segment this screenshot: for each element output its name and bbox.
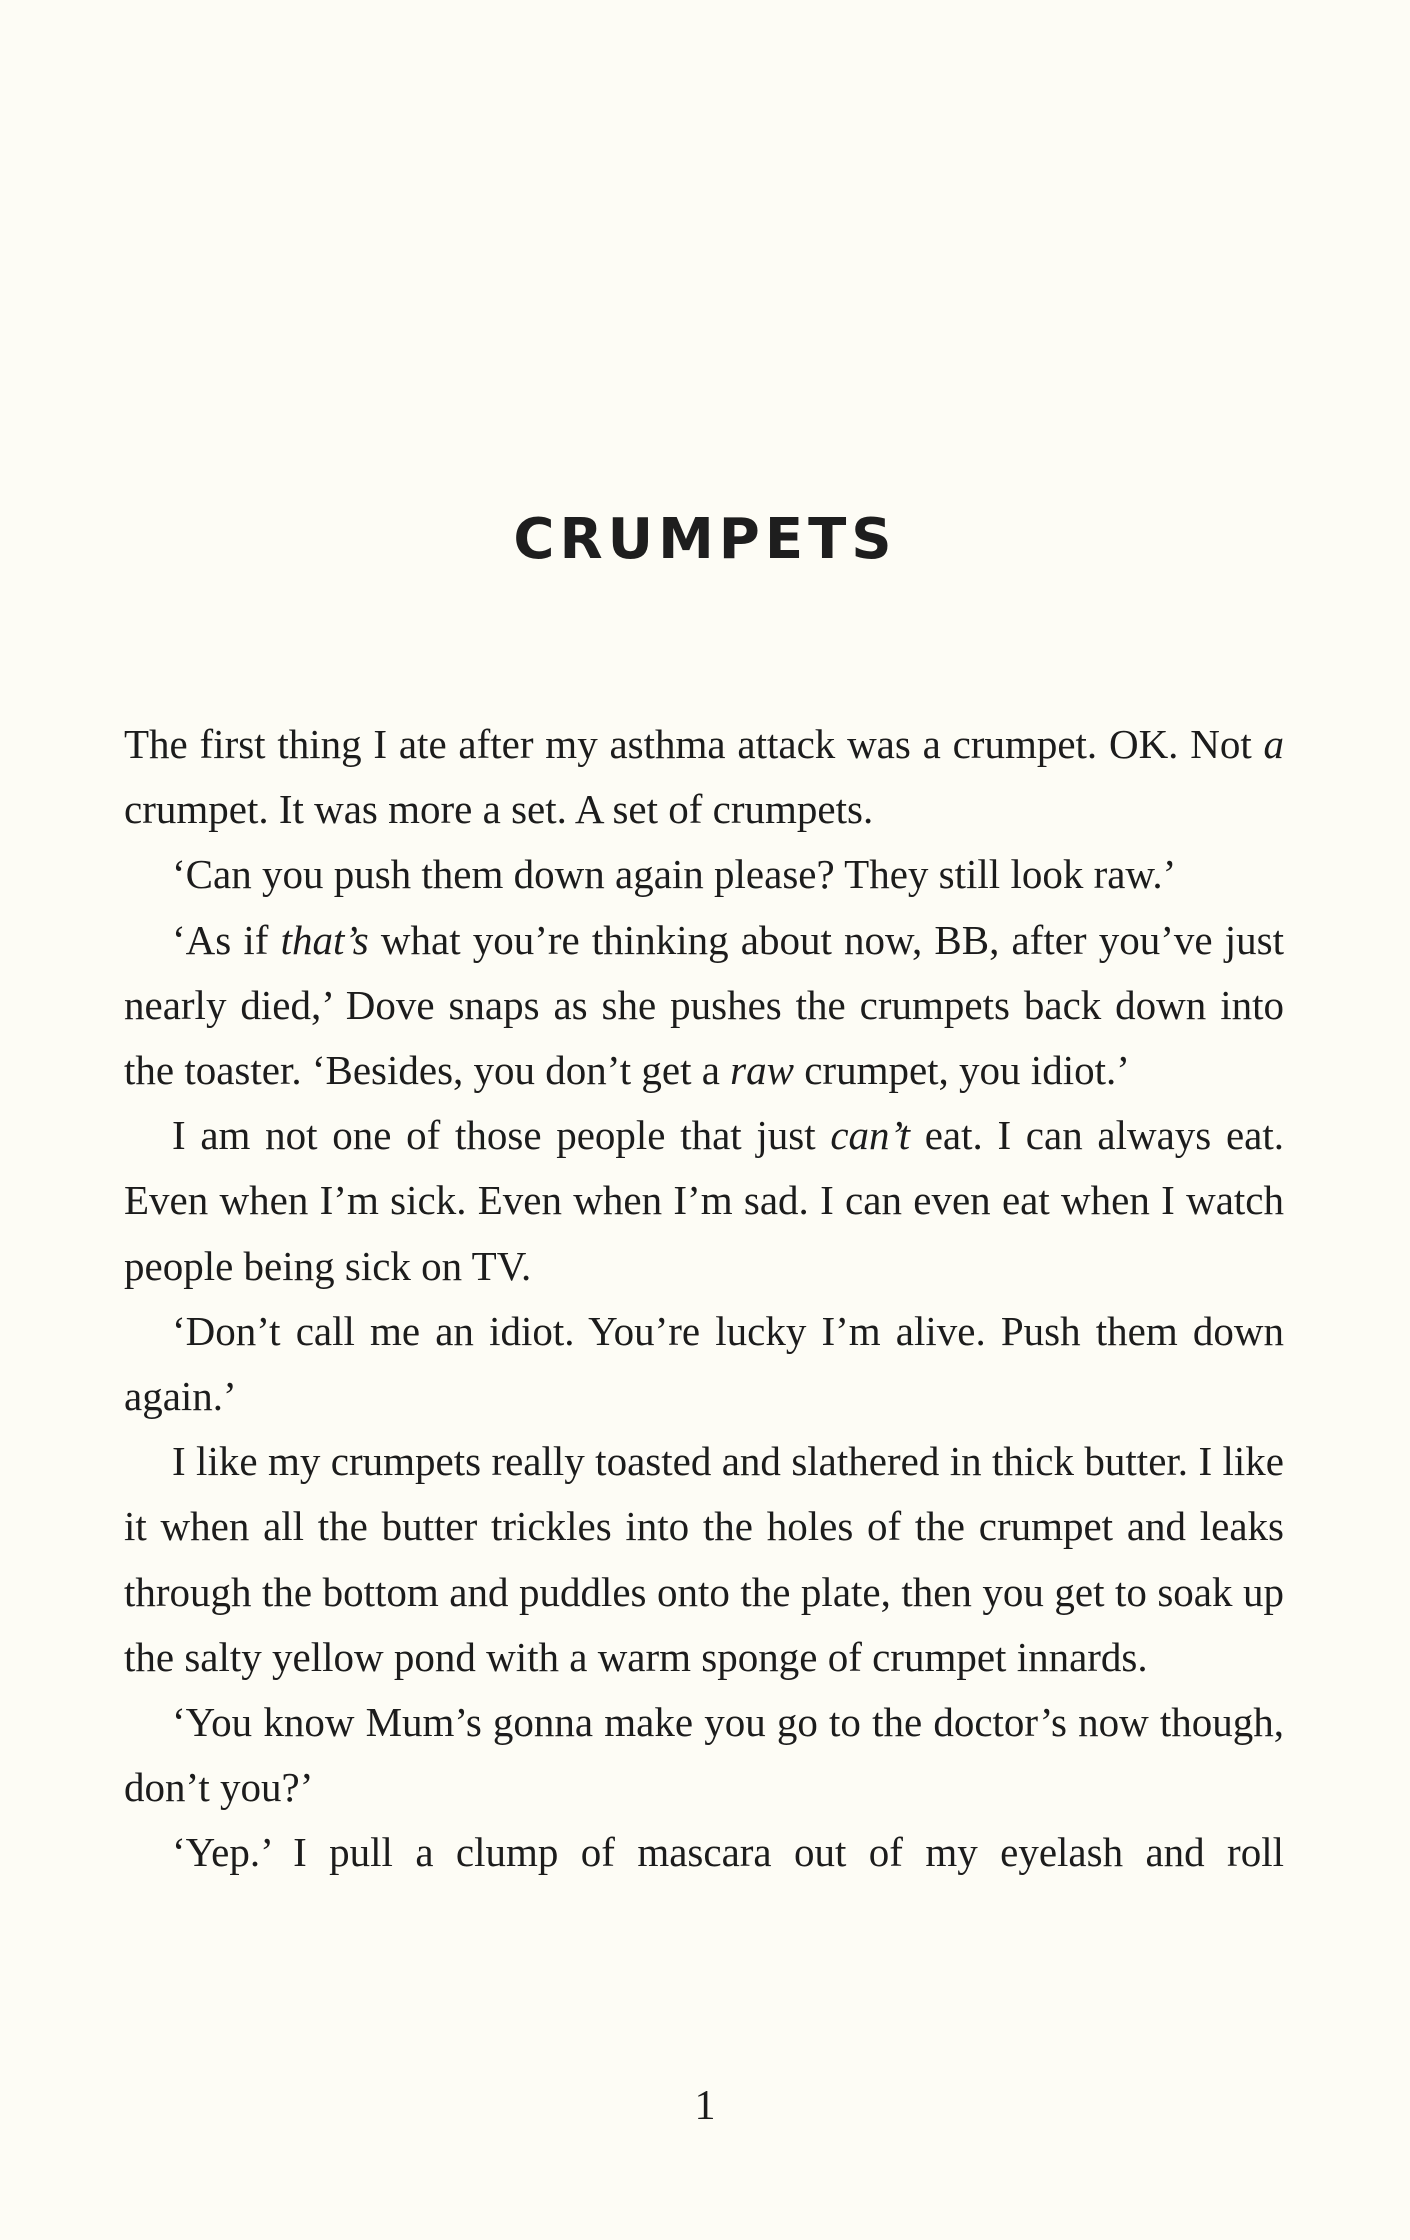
text-run: ‘Can you push them down again please? They still look raw.’ — [172, 851, 1177, 898]
text-run: eat. I can always eat. Even when I’m sick. Even when I’m sad. I can even eat when I watch people being sick on TV. — [124, 1112, 1284, 1289]
text-run: ‘Don’t call me an idiot. You’re lucky I’m alive. Push them down again.’ — [124, 1307, 1284, 1420]
italic-emphasis: raw — [730, 1047, 794, 1094]
italic-emphasis: can’t — [830, 1112, 911, 1159]
text-run: crumpet, you idiot.’ — [793, 1047, 1130, 1094]
paragraph-5 — [124, 1299, 1284, 1429]
text-run: what you’re thinking about now, BB, after you’ve just nearly died,’ Dove snaps as she pushes the crumpets back down into the toaster. ‘Besides, you don’t get a — [124, 916, 1285, 1094]
paragraph-1 — [124, 712, 1284, 842]
italic-emphasis: a — [1263, 721, 1284, 767]
text-run: I like my crumpets really toasted and slathered in thick butter. I like it when all the butter trickles into the holes of the crumpet and leaks through the bottom and puddles onto the plate, then you get to soak up the salty yellow pond with a warm sponge of crumpet innards. — [124, 1438, 1284, 1680]
paragraph-7 — [124, 1690, 1284, 1820]
paragraph-6 — [124, 1429, 1284, 1690]
text-run: ‘You know Mum’s gonna make you go to the doctor’s now though, don’t you?’ — [124, 1699, 1284, 1811]
text-run: I am not one of those people that just — [172, 1112, 831, 1159]
paragraph-3 — [124, 908, 1284, 1104]
text-run: ‘Yep.’ I pull a clump of mascara out of my eyelash and roll — [172, 1829, 1284, 1876]
text-run: ‘As if — [172, 916, 281, 963]
chapter-title: CRUMPETS — [513, 507, 897, 572]
paragraph-2 — [124, 842, 1284, 907]
text-run: The first thing I ate after my asthma attack was a crumpet. OK. Not — [124, 721, 1264, 767]
chapter-body — [124, 712, 1284, 1886]
italic-emphasis: that’s — [280, 916, 369, 963]
page-number: 1 — [694, 2083, 716, 2129]
paragraph-4 — [124, 1103, 1284, 1299]
paragraph-8 — [124, 1820, 1284, 1885]
text-run: crumpet. It was more a set. A set of crumpets. — [124, 786, 874, 833]
